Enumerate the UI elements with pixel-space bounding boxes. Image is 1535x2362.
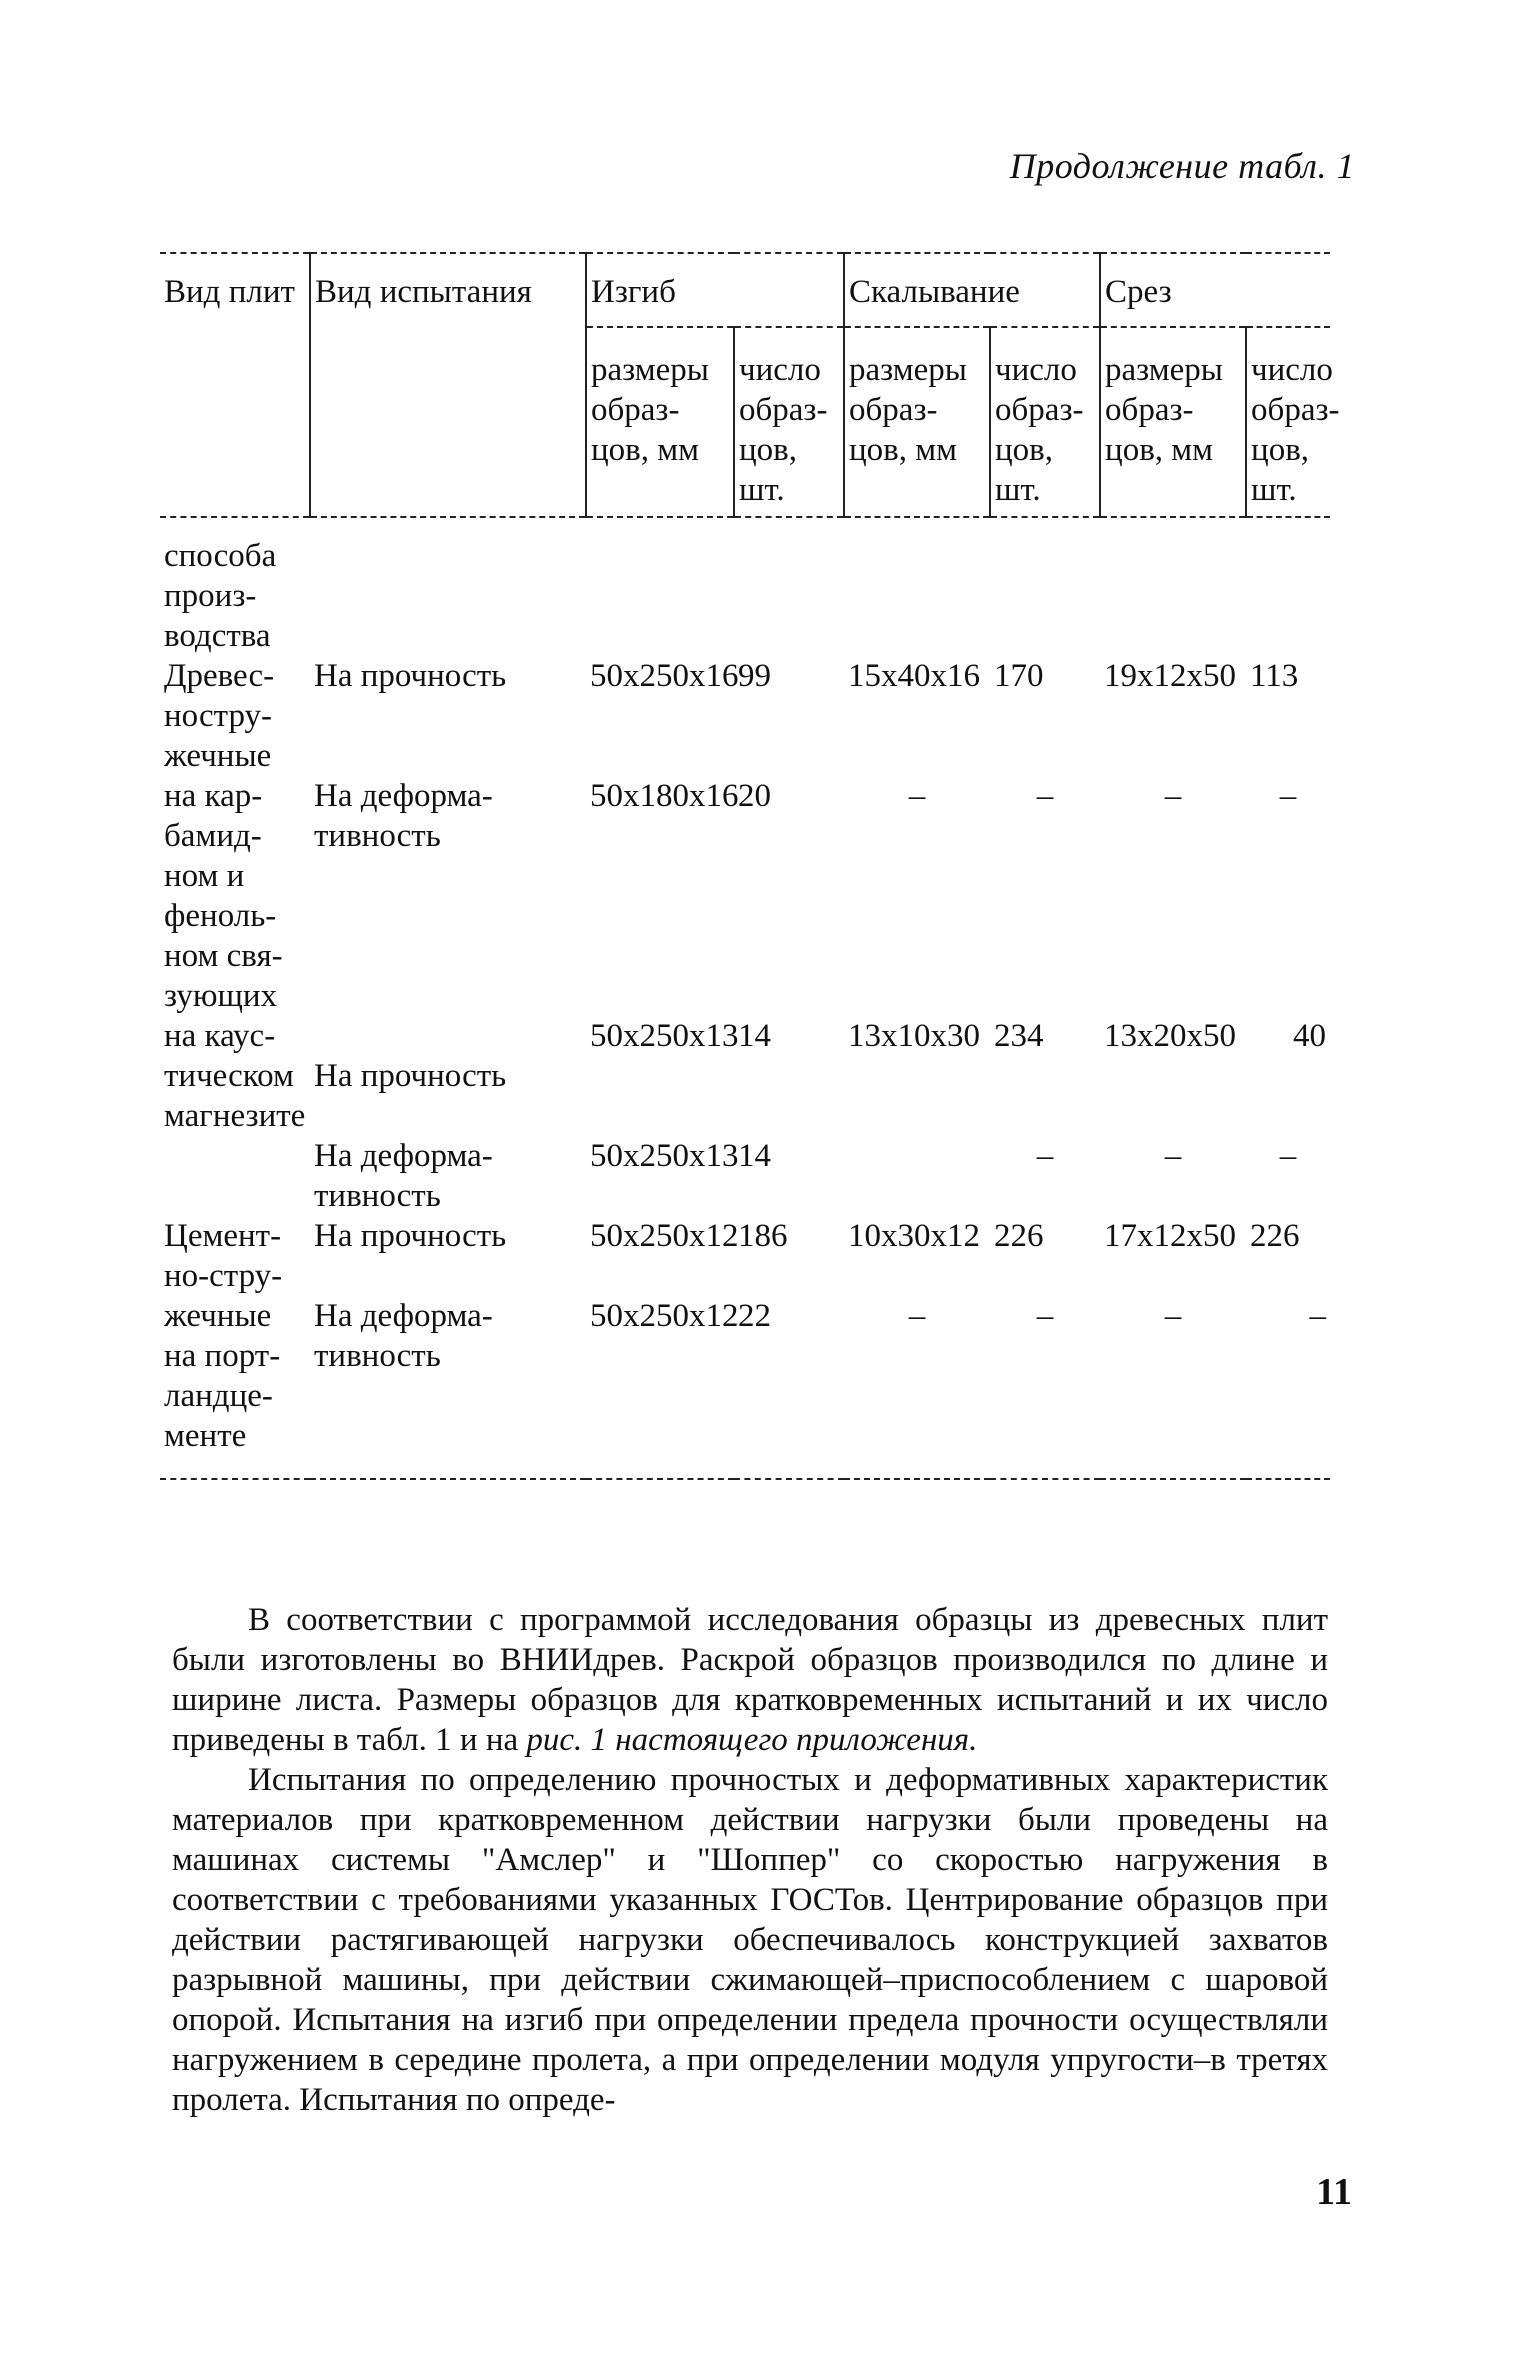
cell-bending-count: 14	[738, 1018, 771, 1054]
cell-test-type: На прочность	[314, 658, 507, 694]
header-chipping-count: число образ-цов, шт.	[990, 327, 1100, 517]
paragraph-text: В соответствии с программой исследования образцы из древесных плит были изготовлены во ВНИИдрев. Раскрой образцов производился по длине и ширине листа. Размеры образцов для кратковременных испытаний и их число приведены в табл. 1 и на	[172, 1602, 1328, 1758]
header-group-chipping: Скалывание	[844, 253, 1100, 327]
paragraph	[172, 1600, 1328, 1760]
paragraph-text: Испытания по определению прочностых и деформативных характеристик материалов при кратковременном действии нагрузки были проведены на машинах системы "Амслер" и "Шоппер" со скоростью нагружения в соответствии с требованиями указанных ГОСТов. Центрирование образцов при действии растягивающей нагрузки обеспечивалось конструкцией захватов разрывной машины, при действии сжимающей–приспособлением с шаровой опорой. Испытания на изгиб при определении предела прочности осуществляли нагружением в середине пролета, а при определении модуля упругости–в третях пролета. Испытания по опреде-	[172, 1762, 1328, 2118]
cell-chipping-count: –	[1036, 1138, 1054, 1174]
cell-bending-count: 99	[738, 658, 771, 694]
body-text	[172, 1600, 1328, 2120]
table-row	[160, 1136, 1330, 1216]
cell-shear-size: 17x12x50	[1104, 1218, 1237, 1254]
cell-chipping-count: 226	[994, 1218, 1044, 1254]
header-shear-size: размеры образ-цов, мм	[1100, 327, 1246, 517]
cell-test-type: На деформа-тивность	[314, 1138, 493, 1214]
table-row	[160, 517, 1330, 656]
table-row	[160, 1216, 1330, 1296]
table-row	[160, 656, 1330, 776]
cell-plate-type: Цемент-но-стру-	[164, 1218, 283, 1294]
cell-shear-count: –	[1246, 1296, 1330, 1479]
cell-shear-size: –	[1100, 1296, 1246, 1479]
cell-shear-size: 19x12x50	[1104, 658, 1237, 694]
cell-bending-size: 50x250x12	[586, 1296, 734, 1479]
cell-plate-type: на каус-тическом магнезите	[164, 1018, 306, 1134]
cell-bending-size: 50x250x12	[590, 1218, 739, 1254]
cell-shear-size: –	[1164, 1138, 1182, 1174]
header-shear-count: число образ-цов, шт.	[1246, 327, 1330, 517]
cell-chipping-size: 10x30x12	[848, 1218, 981, 1254]
cell-bending-count: 22	[734, 1296, 844, 1479]
cell-shear-count: –	[1279, 778, 1297, 814]
cell-bending-size: 50x250x16	[590, 658, 739, 694]
cell-shear-count: 40	[1293, 1018, 1327, 1054]
cell-chipping-count: –	[1036, 778, 1054, 814]
cell-chipping-count: –	[990, 1296, 1100, 1479]
cell-plate-type: Древес-ностру-жечные	[164, 658, 275, 774]
header-bending-size: размеры образ-цов, мм	[586, 327, 734, 517]
header-test-type: Вид испытания	[310, 253, 586, 517]
paragraph-emphasis: рис. 1 настоящего приложения.	[526, 1722, 978, 1758]
cell-chipping-size: 13x10x30	[848, 1018, 981, 1054]
cell-bending-count: 14	[738, 1138, 771, 1174]
cell-test-type: На прочность	[314, 1218, 507, 1254]
running-head: Продолжение табл. 1	[1009, 146, 1355, 186]
cell-chipping-size	[844, 1136, 990, 1216]
paragraph	[172, 1760, 1328, 2120]
header-bending-count: число образ-цов, шт.	[734, 327, 844, 517]
cell-test-type: На деформа-тивность	[314, 778, 493, 854]
cell-shear-count: 113	[1250, 658, 1299, 694]
cell-chipping-size: –	[844, 1296, 990, 1479]
specimen-table	[160, 252, 1340, 1480]
cell-chipping-size: –	[908, 778, 926, 814]
header-chipping-size: размеры образ-цов, мм	[844, 327, 990, 517]
cell-test-type: На деформа-тивность	[310, 1296, 586, 1479]
cell-empty	[586, 517, 1330, 656]
cell-shear-count: –	[1279, 1138, 1297, 1174]
cell-shear-size: 13x20x50	[1104, 1018, 1237, 1054]
cell-bending-count: 20	[738, 778, 771, 814]
cell-shear-size: –	[1164, 778, 1182, 814]
cell-bending-size: 50x250x13	[590, 1018, 739, 1054]
table-row	[160, 1296, 1330, 1479]
cell-plate-type	[160, 1136, 310, 1216]
cell-chipping-count: 170	[994, 658, 1044, 694]
cell-test-type	[310, 517, 586, 656]
cell-plate-type: на кар-бамид-ном и феноль-ном свя-зующих	[164, 778, 283, 1014]
header-plate-type: Вид плит	[160, 253, 310, 517]
cell-test-type: На прочность	[314, 1058, 507, 1094]
cell-bending-count: 186	[738, 1218, 788, 1254]
header-group-bending: Изгиб	[586, 253, 844, 327]
page-number: 11	[1316, 2171, 1352, 2213]
cell-plate-type: жечные на порт-ландце-менте	[160, 1296, 310, 1479]
header-group-shear: Срез	[1100, 253, 1330, 327]
cell-plate-type: способа произ-водства	[164, 538, 277, 654]
cell-bending-size: 50x250x13	[590, 1138, 739, 1174]
table-row	[160, 1016, 1330, 1136]
cell-bending-size: 50x180x16	[590, 778, 739, 814]
cell-chipping-count: 234	[994, 1018, 1044, 1054]
cell-chipping-size: 15x40x16	[848, 658, 981, 694]
table-row	[160, 776, 1330, 1016]
cell-shear-count: 226	[1250, 1218, 1300, 1254]
